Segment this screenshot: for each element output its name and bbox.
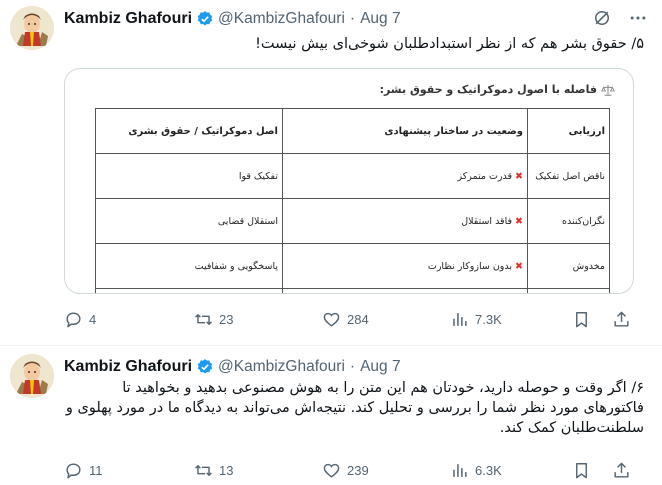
table-header: اصل دموکراتیک / حقوق بشری (96, 109, 283, 154)
table-row (96, 289, 610, 295)
tweet-date[interactable]: Aug 7 (360, 10, 401, 27)
tweet-text: ۵/ حقوق بشر هم که از نظر استبدادطلبان شوخی‌ای بیش نیست! (255, 36, 644, 52)
avatar[interactable] (10, 6, 54, 50)
bookmark-button[interactable] (572, 310, 591, 329)
principle-cell: استقلال قضایی (96, 199, 283, 244)
views-count: 7.3K (475, 311, 502, 327)
more-icon[interactable] (628, 8, 648, 28)
table-row (96, 244, 610, 289)
like-button[interactable] (322, 310, 369, 329)
status-text: فاقد استقلال (461, 215, 513, 227)
assessment-cell: نگران‌کننده (528, 199, 610, 244)
share-icon (612, 461, 631, 480)
repost-button[interactable] (194, 310, 233, 329)
card-title: فاصله با اصول دموکراتیک و حقوق بشر: (379, 83, 597, 96)
table-header: وضعیت در ساختار پیشنهادی (283, 109, 528, 154)
comparison-table (95, 108, 610, 294)
reply-icon (64, 461, 83, 480)
share-button[interactable] (612, 461, 631, 480)
views-icon (450, 310, 469, 329)
reply-button[interactable] (64, 310, 96, 329)
principle-cell (96, 289, 283, 295)
status-text: بدون سازوکار نظارت (427, 260, 513, 272)
tweet[interactable] (0, 345, 662, 485)
like-icon (322, 310, 341, 329)
share-icon (612, 310, 631, 329)
status-text: قدرت متمرکز (457, 170, 513, 182)
status-cell (283, 289, 528, 295)
author-handle[interactable]: @KambizGhafouri (218, 358, 345, 375)
avatar[interactable] (10, 354, 54, 398)
table-row (96, 199, 610, 244)
views-icon (450, 461, 469, 480)
views-button[interactable] (450, 310, 502, 329)
assessment-cell: ناقض اصل تفکیک (528, 154, 610, 199)
like-count: 284 (347, 311, 369, 327)
separator: · (349, 358, 356, 375)
author-name[interactable]: Kambiz Ghafouri (64, 10, 193, 27)
views-button[interactable] (450, 461, 502, 480)
assessment-cell: مخدوش (528, 244, 610, 289)
tweet-actions (64, 460, 644, 480)
grok-icon[interactable] (592, 8, 612, 28)
x-mark-icon: ✖ (515, 170, 523, 182)
status-cell (283, 154, 528, 199)
reply-icon (64, 310, 83, 329)
tweet-header (64, 8, 648, 30)
tweet-actions (64, 309, 644, 329)
repost-icon (194, 461, 213, 480)
share-button[interactable] (612, 310, 631, 329)
author-name[interactable]: Kambiz Ghafouri (64, 358, 193, 375)
table-header: ارزیابی (528, 109, 610, 154)
verified-badge-icon (196, 10, 214, 28)
views-count: 6.3K (475, 462, 502, 478)
principle-cell: تفکیک قوا (96, 154, 283, 199)
tweet-header (64, 356, 648, 378)
verified-badge-icon (196, 358, 214, 376)
status-cell (283, 244, 528, 289)
bookmark-icon (572, 461, 591, 480)
repost-count: 23 (219, 311, 234, 327)
status-cell (283, 199, 528, 244)
like-count: 239 (347, 462, 369, 478)
separator: · (349, 10, 356, 27)
reply-count: 11 (89, 462, 103, 478)
bookmark-icon (572, 310, 591, 329)
assessment-cell (528, 289, 610, 295)
like-icon (322, 461, 341, 480)
reply-count: 4 (89, 311, 97, 327)
principle-cell: پاسخگویی و شفافیت (96, 244, 283, 289)
author-handle[interactable]: @KambizGhafouri (218, 10, 345, 27)
reply-button[interactable] (64, 461, 103, 480)
tweet-image-card[interactable] (64, 68, 634, 294)
tweet-text: ۶/ اگر وقت و حوصله دارید، خودتان هم این متن را به هوش مصنوعی بدهید و بخواهید تا فاکتورهای مورد نظر شما را بررسی و تحلیل کند. نتیجه‌اش می‌تواند به دیدگاه ما در مورد پهلوی و سلطنت‌طلبان کمک کند. (65, 380, 644, 436)
tweet-date[interactable]: Aug 7 (360, 358, 401, 375)
repost-button[interactable] (194, 461, 233, 480)
like-button[interactable] (322, 461, 369, 480)
table-header-row (96, 109, 610, 154)
bookmark-button[interactable] (572, 461, 591, 480)
x-mark-icon: ✖ (515, 215, 523, 227)
scale-icon (601, 83, 615, 97)
table-row (96, 154, 610, 199)
repost-count: 13 (219, 462, 234, 478)
repost-icon (194, 310, 213, 329)
x-mark-icon: ✖ (515, 260, 523, 272)
